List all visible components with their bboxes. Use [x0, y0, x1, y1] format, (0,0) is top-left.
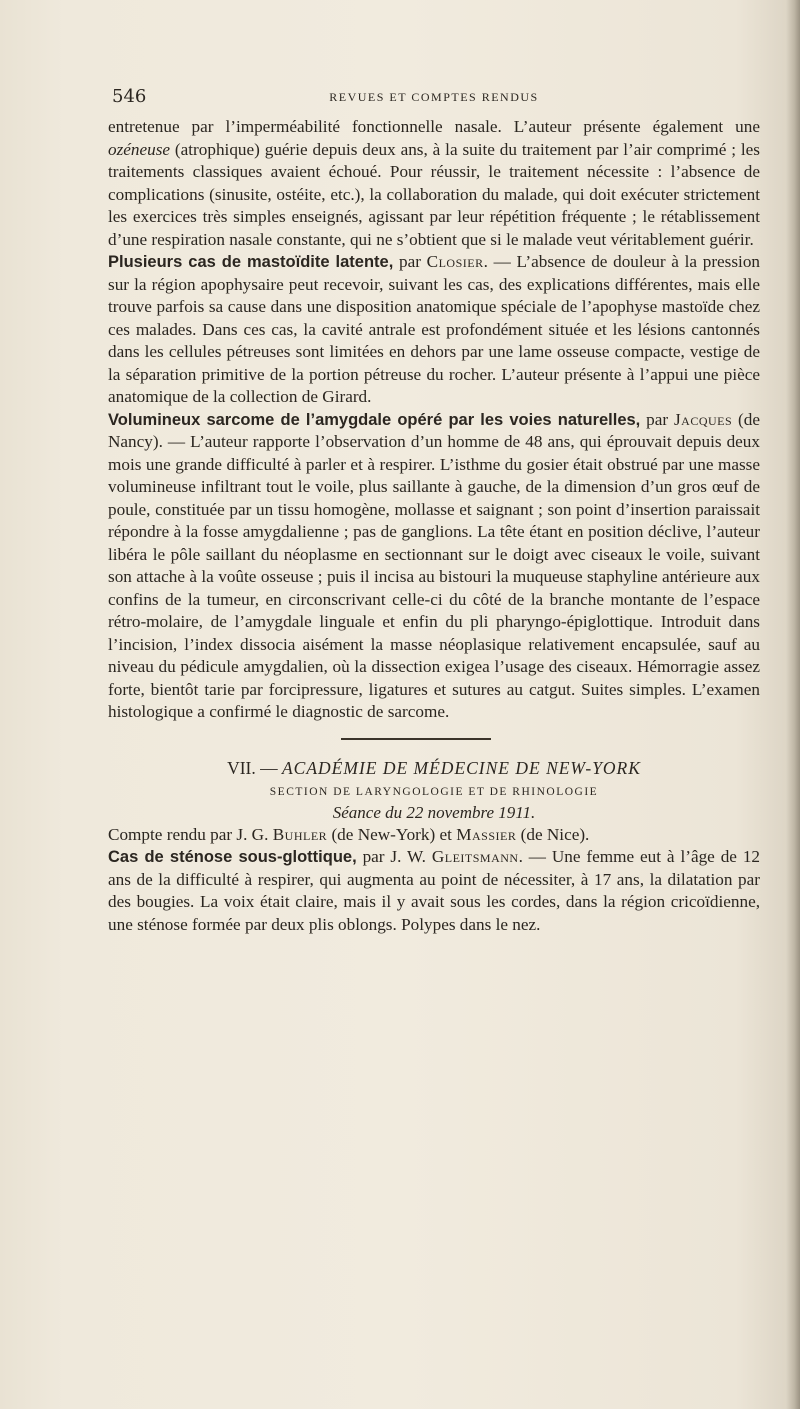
- session-date: Séance du 22 novembre 1911.: [332, 802, 536, 822]
- byline-text: par: [393, 252, 427, 271]
- byline-text: par: [640, 409, 674, 429]
- article-title: Cas de sténose sous-glottique,: [108, 848, 357, 866]
- paragraph-text: (de New-York) et: [327, 824, 457, 844]
- section-heading: [108, 756, 760, 780]
- paragraph-stenose: [108, 846, 760, 936]
- paragraph-text: Compte rendu par J. G.: [108, 824, 273, 844]
- article-title: Plusieurs cas de mastoïdite latente,: [108, 253, 394, 271]
- author-name: Buhler: [272, 824, 328, 844]
- section-number: VII. —: [227, 757, 282, 778]
- section-subtitle: SECTION DE LARYNGOLOGIE ET DE RHINOLOGIE: [269, 785, 599, 798]
- byline-text: par J. W.: [356, 847, 432, 866]
- running-title: REVUES ET COMPTES RENDUS: [329, 90, 539, 104]
- author-name: Massier: [456, 824, 517, 844]
- running-head: [108, 86, 760, 116]
- paragraph-text: . — L’absence de douleur à la pression sur la région apophysaire peut recevoir, suivant les cas, des explications différentes, mais elle trouve parfois sa cause dans une disposition anatomique spéciale de l’apophyse mastoïde chez ces malades. Dans ces cas, la cavité antrale est profondément située et les lésions cantonnés dans les cellules pétreuses sont limitées en dehors par une lame osseuse compacte, vestige de la séparation primitive de la portion pétreuse du rocher. L’auteur présente à l’appui une pièce anatomique de la collection de Girard.: [108, 252, 761, 406]
- paragraph-sarcome: [108, 409, 760, 724]
- italic-term: ozéneuse: [108, 139, 171, 159]
- page-content: [108, 86, 760, 936]
- paragraph-compte-rendu: [108, 824, 760, 847]
- paragraph-text: . — Une femme eut à l’âge de 12 ans de la difficulté à respirer, qui augmenta au point de nécessiter, à 17 ans, la dilatation par des bougies. La voix était claire, mais il y avait sous les cordes, dans la région cricoïdienne, une sténose formée par deux plis oblongs. Polypes dans le nez.: [108, 847, 761, 934]
- paragraph-ozene: [108, 116, 760, 251]
- paragraph-mastoidite: [108, 251, 760, 409]
- section-divider: [341, 738, 491, 740]
- author-name: Gleitsmann: [431, 847, 519, 866]
- author-name: Jacques: [673, 409, 733, 429]
- author-name: Closier: [426, 252, 484, 271]
- article-title: Volumineux sarcome de l’amygdale opéré par les voies naturelles,: [108, 410, 641, 429]
- page-edge-shadow: [786, 0, 800, 1409]
- paragraph-text: (atrophique) guérie depuis deux ans, à la suite du traitement par l’air comprimé ; les traitements classiques avaient échoué. Pour réussir, le traitement nécessite : l’absence de complications (sinusite, ostéite, etc.), la collaboration du malade, qui doit exécuter strictement les exercices très simples enseignés, agissant par leur répétition fréquente ; le rétablissement d’une respiration nasale constante, qui ne s’obtient que si le malade veut véritablement guérir.: [108, 139, 760, 249]
- page-number: 546: [112, 86, 147, 107]
- paragraph-text: (de Nice).: [516, 824, 590, 844]
- paragraph-text: entretenue par l’imperméabilité fonctionnelle nasale. L’auteur présente également une: [108, 117, 760, 136]
- paragraph-text: (de Nancy). — L’auteur rapporte l’observation d’un homme de 48 ans, qui éprouvait depuis deux mois une grande difficulté à parler et à respirer. L’isthme du gosier était obstrué par une masse volumineuse infiltrant tout le voile, plus saillante à gauche, de la dimension d’un gros œuf de poule, constituée par un tissu homogène, mollasse et saignant ; son point d’insertion paraissait répondre à la fosse amygdalienne ; pas de ganglions. La tête étant en position déclive, l’auteur libéra le pôle saillant du néoplasme en sectionnant sur le doigt avec ciseaux le voile, suivant son attache à la voûte osseuse ; puis il incisa au bistouri la muqueuse staphyline antérieure aux confins de la tumeur, en circonscrivant celle-ci du côté de la branche montante de l’espace rétro-molaire, de l’amygdale linguale et enfin du pli pharyngo-épiglottique. Introduit dans l’incision, l’index dissocia aisément la masse néoplasique relativement encapsulée, sauf au niveau du pédicule amygdalien, où la dissection exigea l’usage des ciseaux. Hémorragie assez forte, bientôt tarie par forcipressure, ligatures et sutures au catgut. Suites simples. L’examen histologique a confirmé le diagnostic de sarcome.: [108, 409, 761, 721]
- section-title: ACADÉMIE DE MÉDECINE DE NEW-YORK: [281, 757, 641, 778]
